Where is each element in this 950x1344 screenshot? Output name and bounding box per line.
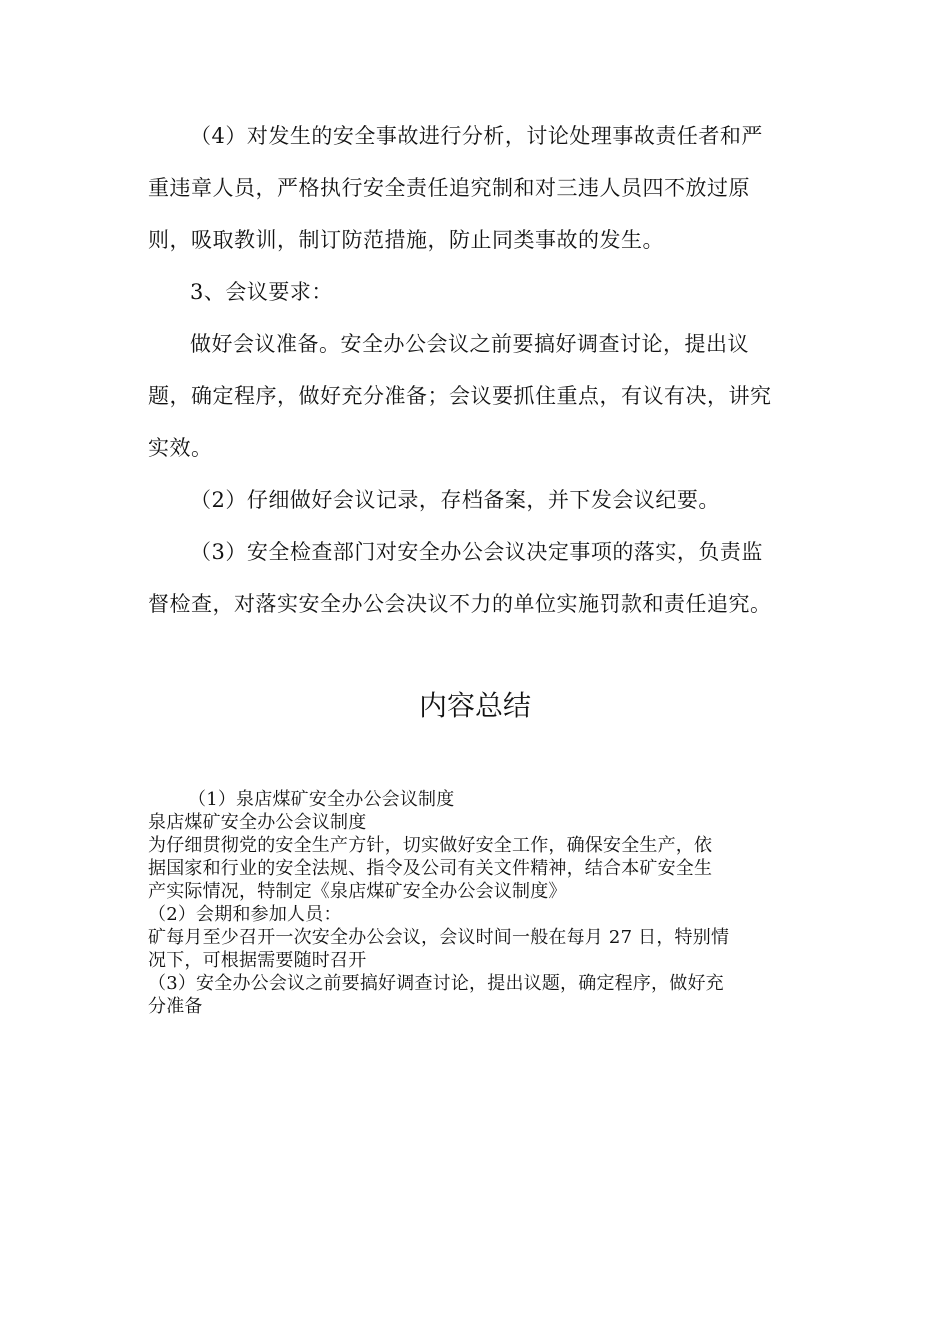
summary-title: 内容总结	[418, 689, 531, 722]
paragraph-line: 重违章人员，严格执行安全责任追究制和对三违人员四不放过原	[148, 176, 750, 200]
body-paragraph-3	[148, 526, 808, 630]
body-paragraph-2	[148, 474, 808, 526]
summary-block	[148, 788, 808, 1018]
paragraph-line: 实效。	[148, 436, 213, 460]
summary-line: （2）会期和参加人员：	[148, 904, 342, 925]
summary-line: （3）安全办公会议之前要搞好调查讨论，提出议题，确定程序，做好充	[148, 973, 724, 994]
paragraph-line: （2）仔细做好会议记录，存档备案，并下发会议纪要。	[190, 488, 720, 512]
summary-line: 为仔细贯彻党的安全生产方针，切实做好安全工作，确保安全生产，依	[148, 835, 713, 856]
paragraph-line: 督检查，对落实安全办公会决议不力的单位实施罚款和责任追究。	[148, 592, 772, 616]
summary-line: 据国家和行业的安全法规、指令及公司有关文件精神，结合本矿安全生	[148, 858, 713, 879]
summary-line: 矿每月至少召开一次安全办公会议，会议时间一般在每月 27 日，特别情	[148, 927, 730, 948]
summary-line: （1）泉店煤矿安全办公会议制度	[188, 789, 455, 810]
section-heading: 3、会议要求：	[190, 280, 333, 304]
paragraph-line: 做好会议准备。安全办公会议之前要搞好调查讨论，提出议	[190, 332, 749, 356]
summary-line: 产实际情况，特制定《泉店煤矿安全办公会议制度》	[148, 881, 567, 902]
paragraph-line: （3）安全检查部门对安全办公会议决定事项的落实，负责监	[190, 540, 763, 564]
paragraph-line: （4）对发生的安全事故进行分析，讨论处理事故责任者和严	[190, 124, 763, 148]
body-paragraph-preparation	[148, 318, 808, 474]
meeting-requirements-heading	[148, 266, 808, 318]
paragraph-line: 题，确定程序，做好充分准备；会议要抓住重点，有议有决，讲究	[148, 384, 772, 408]
summary-line: 分准备	[148, 996, 203, 1017]
summary-line: 泉店煤矿安全办公会议制度	[148, 812, 367, 833]
summary-line: 况下，可根据需要随时召开	[148, 950, 367, 971]
body-paragraph-4	[148, 110, 808, 266]
paragraph-line: 则，吸取教训，制订防范措施，防止同类事故的发生。	[148, 228, 664, 252]
